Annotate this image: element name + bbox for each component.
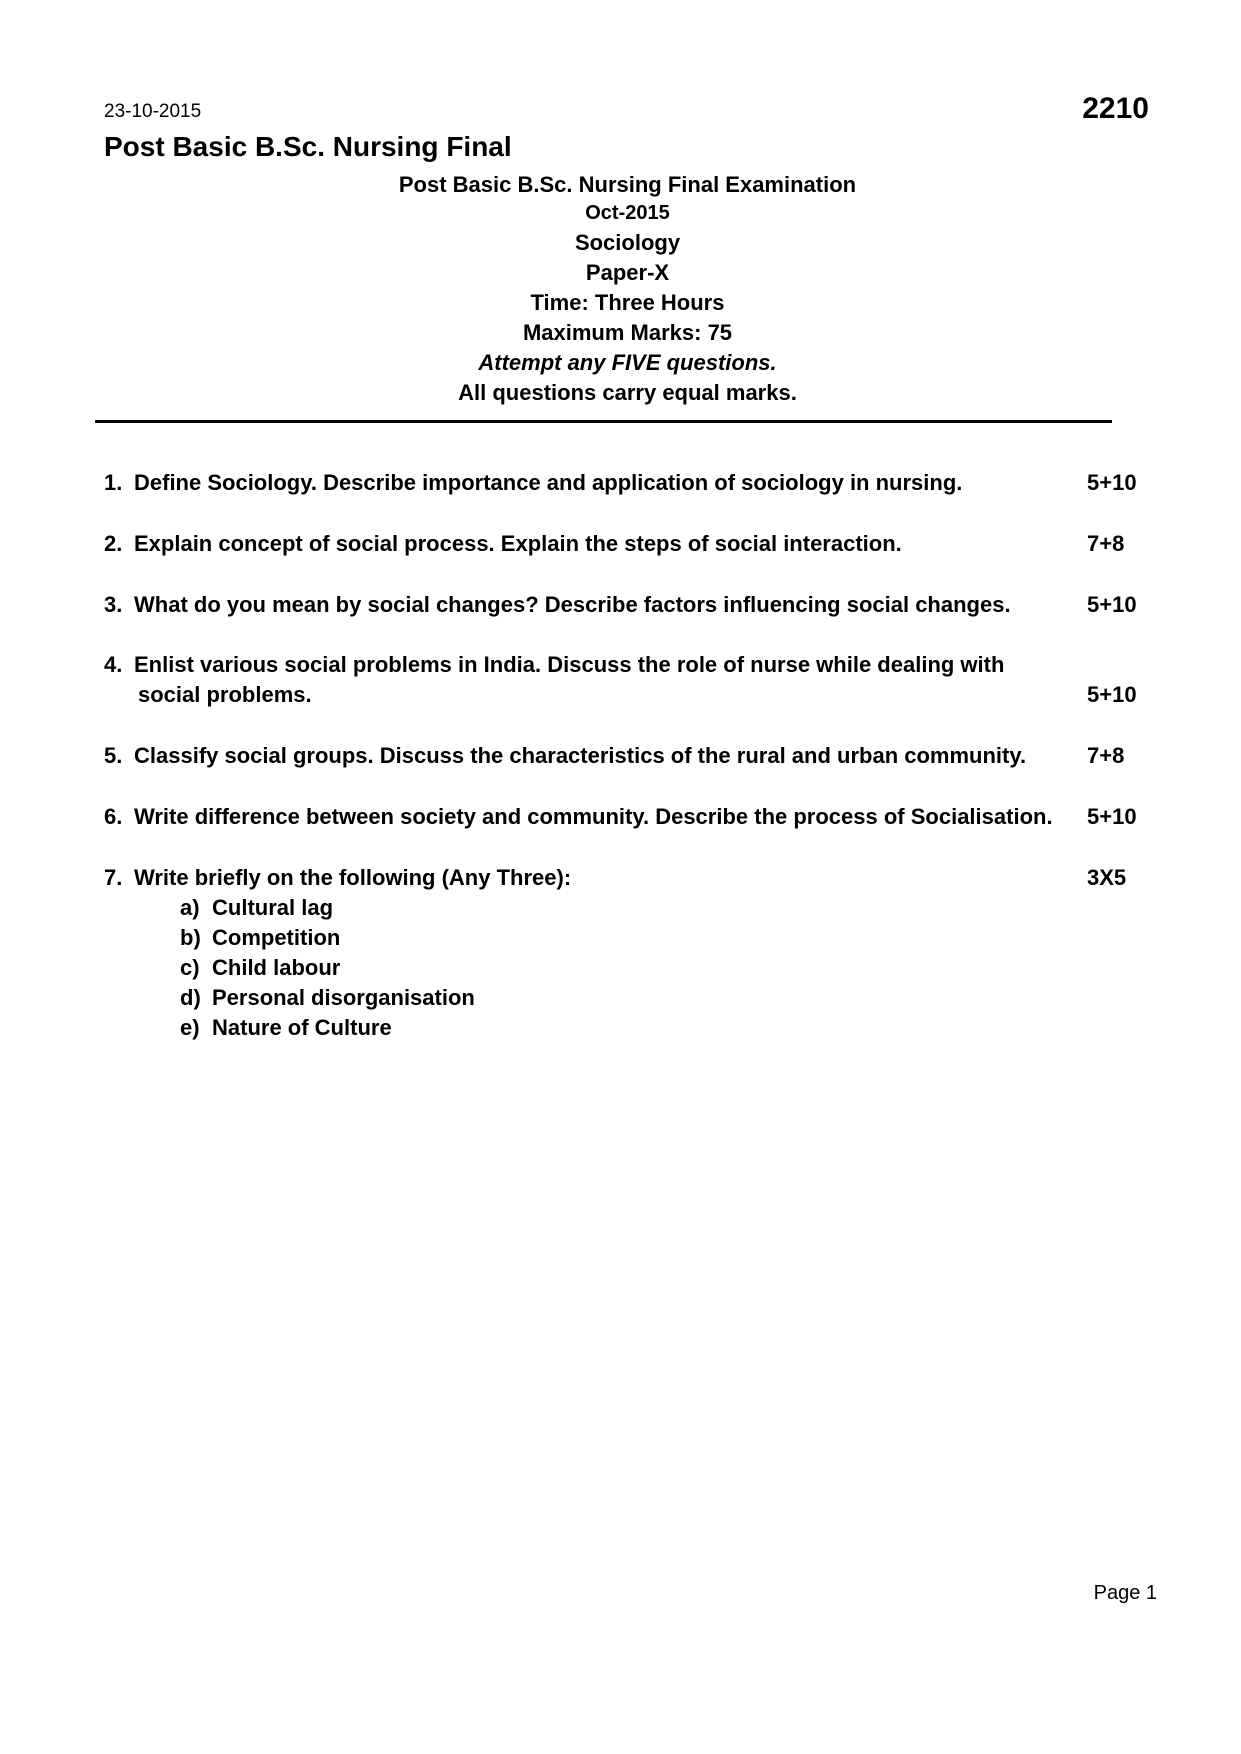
sub-question-b — [180, 925, 340, 951]
question-number: 7. — [104, 865, 123, 890]
question-marks: 7+8 — [1087, 743, 1125, 768]
question-number: 3. — [104, 592, 123, 617]
question-marks: 5+10 — [1087, 804, 1137, 829]
exam-duration: Time: Three Hours — [530, 290, 725, 315]
sub-question-d — [180, 985, 475, 1011]
question-6 — [104, 804, 1053, 830]
question-number: 2. — [104, 531, 123, 556]
question-text: What do you mean by social changes? Describe factors influencing social changes. — [134, 592, 1011, 617]
sub-question-c — [180, 955, 340, 981]
subject: Sociology — [574, 230, 681, 255]
question-marks: 5+10 — [1087, 682, 1137, 707]
question-number: 4. — [104, 652, 123, 677]
question-text: Write difference between society and community. Describe the process of Socialisation. — [134, 804, 1053, 829]
question-marks: 3X5 — [1087, 865, 1127, 890]
question-4 — [104, 652, 1004, 678]
page-number: Page 1 — [1093, 1582, 1157, 1604]
instruction-attempt: Attempt any FIVE questions. — [478, 350, 777, 375]
maximum-marks: Maximum Marks: 75 — [522, 320, 733, 345]
question-number: 6. — [104, 804, 123, 829]
question-5 — [104, 743, 1026, 769]
sub-question-text: Nature of Culture — [212, 1015, 392, 1040]
sub-question-e — [180, 1015, 392, 1041]
question-text: Write briefly on the following (Any Three): — [134, 865, 572, 890]
exam-title: Post Basic B.Sc. Nursing Final Examination — [398, 172, 857, 197]
exam-month: Oct-2015 — [585, 202, 670, 224]
course-title: Post Basic B.Sc. Nursing Final — [104, 131, 512, 162]
sub-question-letter: c) — [180, 955, 200, 980]
question-2 — [104, 531, 902, 557]
sub-question-letter: b) — [180, 925, 201, 950]
header-divider — [95, 420, 1112, 423]
question-7 — [104, 865, 571, 891]
question-marks: 5+10 — [1087, 592, 1137, 617]
instruction-equal-marks: All questions carry equal marks. — [458, 380, 797, 405]
sub-question-letter: d) — [180, 985, 201, 1010]
question-marks: 5+10 — [1087, 470, 1137, 495]
question-text-continued: social problems. — [138, 682, 312, 707]
question-text: Explain concept of social process. Explain the steps of social interaction. — [134, 531, 902, 556]
exam-info-block — [0, 170, 1241, 408]
sub-question-text: Personal disorganisation — [212, 985, 475, 1010]
question-3 — [104, 592, 1011, 618]
paper-number: Paper-X — [585, 260, 670, 285]
question-marks: 7+8 — [1087, 531, 1125, 556]
question-number: 1. — [104, 470, 123, 495]
question-number: 5. — [104, 743, 123, 768]
sub-question-text: Cultural lag — [212, 895, 334, 920]
sub-question-letter: a) — [180, 895, 200, 920]
sub-question-text: Competition — [212, 925, 341, 950]
question-text: Define Sociology. Describe importance and application of sociology in nursing. — [134, 470, 963, 495]
exam-date: 23-10-2015 — [104, 101, 202, 122]
sub-question-text: Child labour — [212, 955, 341, 980]
question-text: Classify social groups. Discuss the characteristics of the rural and urban community. — [134, 743, 1027, 768]
sub-question-a — [180, 895, 333, 921]
sub-question-letter: e) — [180, 1015, 200, 1040]
question-text: Enlist various social problems in India. Discuss the role of nurse while dealing with — [134, 652, 1005, 677]
question-1 — [104, 470, 962, 496]
paper-code: 2210 — [1082, 92, 1149, 125]
